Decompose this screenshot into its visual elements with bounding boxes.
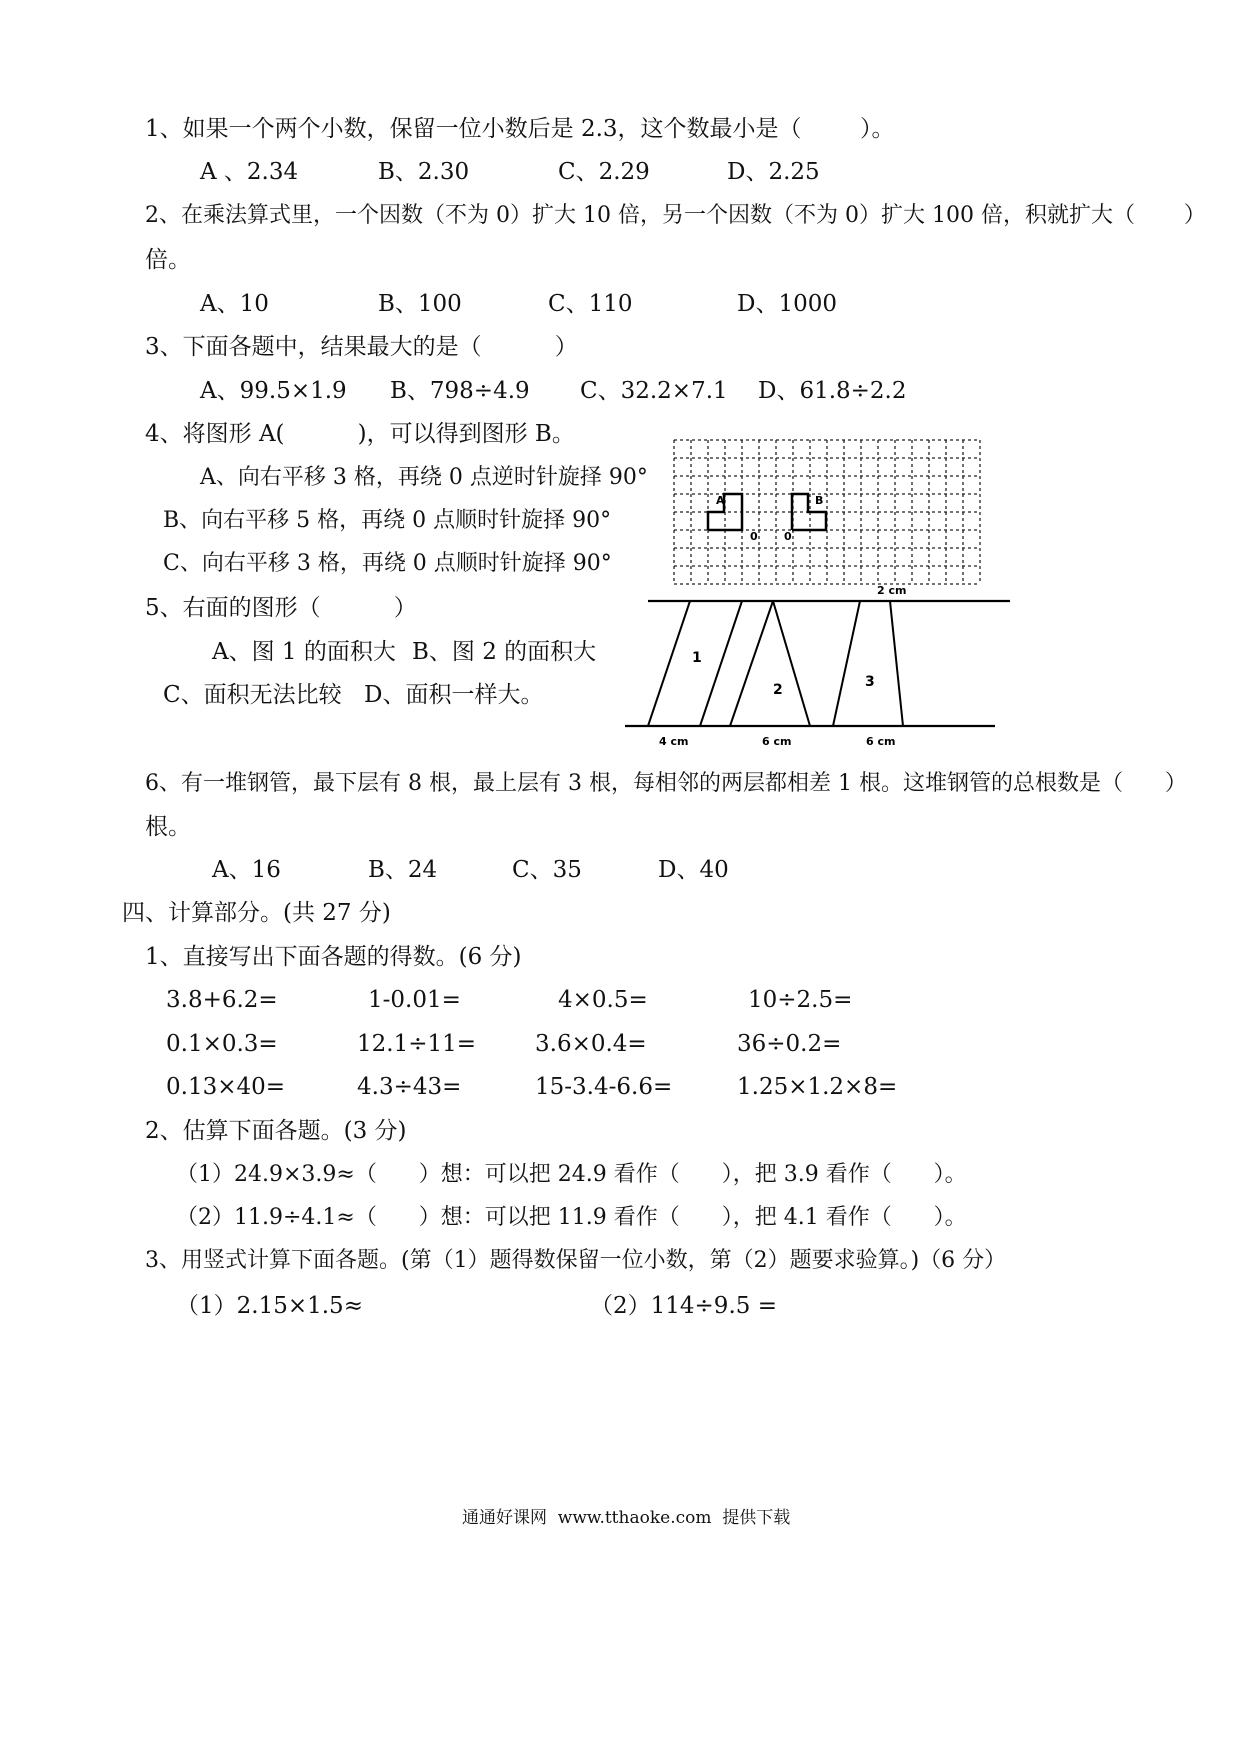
q6-stem-line2: 根。 — [145, 814, 191, 840]
base-measure-3: 6 cm — [866, 735, 896, 748]
grid-label-a: A — [716, 494, 725, 507]
q4-option-c: C、向右平移 3 格，再绕 0 点顺时针旋择 90° — [163, 551, 612, 576]
q6-option-b: B、24 — [368, 857, 438, 883]
q4-option-a: A、向右平移 3 格，再绕 0 点逆时针旋择 90° — [200, 465, 648, 490]
q3-option-a: A、99.5×1.9 — [200, 378, 347, 404]
calc-r1-c4: 10÷2.5= — [748, 987, 853, 1013]
q2-option-c: C、110 — [548, 291, 633, 317]
q3-option-d: D、61.8÷2.2 — [758, 378, 907, 404]
top-measure-label: 2 cm — [877, 584, 907, 597]
vertical-calc-1: （1）2.15×1.5≈ — [176, 1293, 363, 1319]
calc-r2-c1: 0.1×0.3= — [166, 1031, 278, 1057]
grid-label-o1: 0 — [750, 530, 758, 543]
section4-part2-title: 2、估算下面各题。(3 分) — [145, 1118, 407, 1144]
q6-option-c: C、35 — [512, 857, 582, 883]
section4-part3-title: 3、用竖式计算下面各题。(第（1）题得数保留一位小数，第（2）题要求验算。)（6 分） — [145, 1248, 1007, 1273]
calc-r3-c4: 1.25×1.2×8= — [737, 1074, 898, 1100]
q3-stem: 3、下面各题中，结果最大的是（ ） — [145, 334, 578, 360]
q4-stem: 4、将图形 A( )，可以得到图形 B。 — [145, 421, 575, 447]
section4-heading: 四、计算部分。(共 27 分) — [122, 900, 391, 926]
grid-label-b: B — [815, 494, 824, 507]
shape-3-label: 3 — [865, 674, 875, 690]
calc-r2-c3: 3.6×0.4= — [535, 1031, 647, 1057]
estimate-line-1: （1）24.9×3.9≈（ ）想：可以把 24.9 看作（ ），把 3.9 看作（ ）。 — [176, 1162, 967, 1187]
shape-2-triangle — [730, 601, 810, 726]
base-measure-1: 4 cm — [659, 735, 689, 748]
calc-r1-c2: 1-0.01= — [368, 987, 461, 1013]
q1-option-a: A 、2.34 — [200, 159, 299, 185]
q1-stem: 1、如果一个两个小数，保留一位小数后是 2.3，这个数最小是（ ）。 — [145, 116, 895, 142]
q6-stem-line1: 6、有一堆钢管，最下层有 8 根，最上层有 3 根，每相邻的两层都相差 1 根。这堆钢管的总根数是（ ） — [145, 771, 1187, 796]
q3-option-c: C、32.2×7.1 — [580, 378, 728, 404]
estimate-line-2: （2）11.9÷4.1≈（ ）想：可以把 11.9 看作（ ），把 4.1 看作（ ）。 — [176, 1205, 967, 1230]
q1-option-c: C、2.29 — [558, 159, 650, 185]
q5-option-b: B、图 2 的面积大 — [412, 639, 597, 665]
q2-stem-line1: 2、在乘法算式里，一个因数（不为 0）扩大 10 倍，另一个因数（不为 0）扩大 100 倍，积就扩大（ ） — [145, 203, 1206, 228]
page-footer: 通通好课网 www.tthaoke.com 提供下载 — [462, 1508, 791, 1528]
q4-option-b: B、向右平移 5 格，再绕 0 点顺时针旋择 90° — [163, 508, 612, 533]
calc-r2-c2: 12.1÷11= — [357, 1031, 477, 1057]
q1-option-d: D、2.25 — [727, 159, 820, 185]
calc-r3-c1: 0.13×40= — [166, 1074, 286, 1100]
shape-3-trapezoid — [833, 601, 903, 726]
q6-option-d: D、40 — [658, 857, 729, 883]
calc-r3-c2: 4.3÷43= — [357, 1074, 462, 1100]
q5-stem: 5、右面的图形（ ） — [145, 595, 417, 621]
vertical-calc-2: （2）114÷9.5 = — [590, 1293, 777, 1319]
q2-option-b: B、100 — [378, 291, 462, 317]
grid-label-o2: 0 — [784, 530, 792, 543]
q5-option-a: A、图 1 的面积大 — [212, 639, 396, 665]
q2-option-a: A、10 — [200, 291, 269, 317]
q5-option-d: D、面积一样大。 — [364, 682, 544, 708]
q6-option-a: A、16 — [212, 857, 281, 883]
shape-1-label: 1 — [692, 650, 702, 666]
section4-part1-title: 1、直接写出下面各题的得数。(6 分) — [145, 944, 522, 970]
calc-r3-c3: 15-3.4-6.6= — [535, 1074, 673, 1100]
shape-2-label: 2 — [773, 682, 783, 698]
calc-r1-c1: 3.8+6.2= — [166, 987, 278, 1013]
base-measure-2: 6 cm — [762, 735, 792, 748]
q1-option-b: B、2.30 — [378, 159, 470, 185]
q2-stem-line2: 倍。 — [145, 247, 191, 273]
calc-r1-c3: 4×0.5= — [558, 987, 648, 1013]
q2-option-d: D、1000 — [737, 291, 837, 317]
q3-option-b: B、798÷4.9 — [390, 378, 530, 404]
calc-r2-c4: 36÷0.2= — [737, 1031, 842, 1057]
q5-option-c: C、面积无法比较 — [163, 682, 342, 708]
